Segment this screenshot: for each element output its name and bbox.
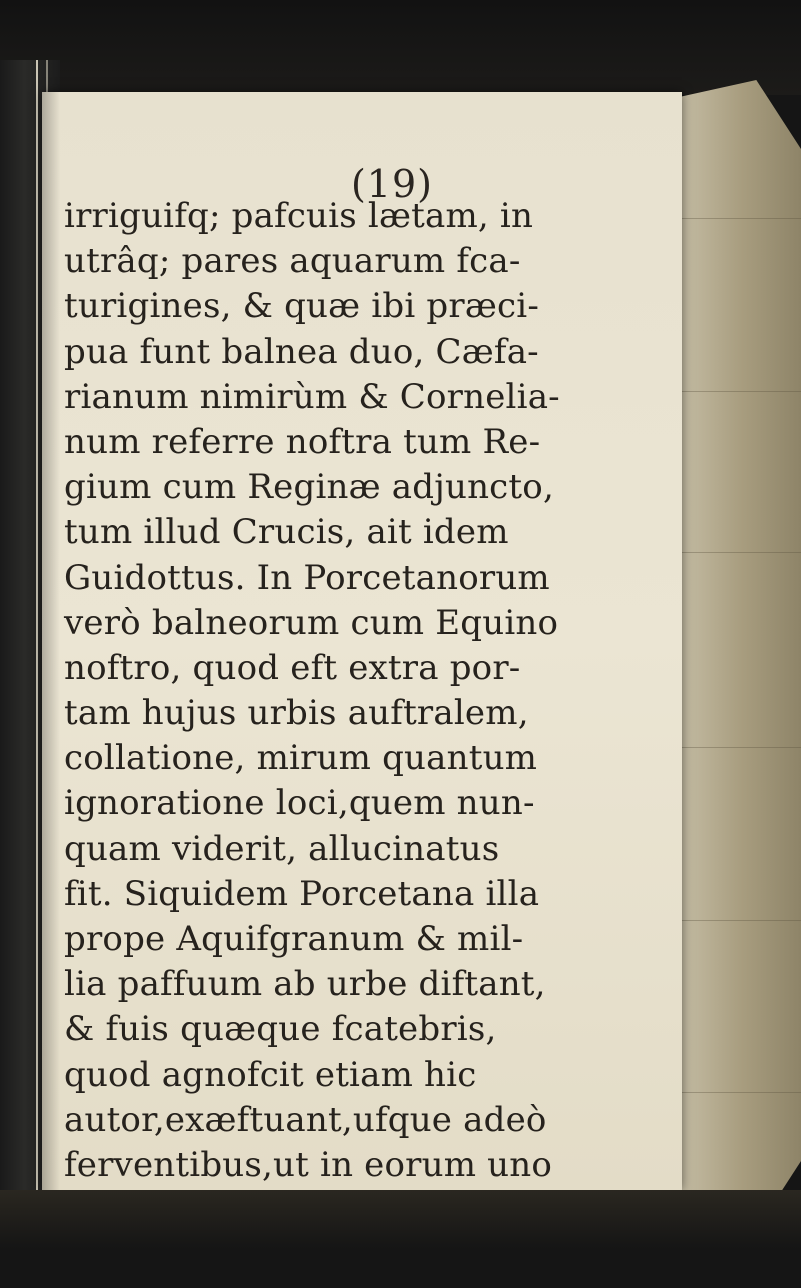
text-line: tam hujus urbis auftralem, xyxy=(64,693,529,734)
text-line: Guidottus. In Porcetanorum xyxy=(64,557,550,598)
text-line: prope Aquifgranum & mil- xyxy=(64,919,524,959)
text-line: utrâq; pares aquarum fca- xyxy=(64,241,521,282)
text-line: & fuis quæque fcatebris, xyxy=(64,1009,497,1050)
text-line: tum illud Crucis, ait idem xyxy=(64,512,509,553)
bottom-background xyxy=(0,1190,801,1288)
page-gutter-shadow xyxy=(42,92,60,1190)
book-page xyxy=(42,92,682,1190)
text-line: lia paffuum ab urbe diftant, xyxy=(64,964,546,1005)
text-line: collatione, mirum quantum xyxy=(64,738,538,779)
text-line: verò balneorum cum Equino xyxy=(64,602,559,643)
text-line: gium cum Reginæ adjuncto, xyxy=(64,467,554,508)
body-text xyxy=(64,194,664,1279)
text-line: num referre noftra tum Re- xyxy=(64,421,541,462)
text-line: autor,exæftuant,ufque adeò xyxy=(64,1099,547,1140)
page-number: (19) xyxy=(350,162,433,206)
text-line: noftro, quod eft extra por- xyxy=(64,647,521,688)
text-line: pua funt balnea duo, Cæfa- xyxy=(64,331,539,372)
text-line: ferventibus,ut in eorum uno xyxy=(64,1144,553,1185)
text-line: quam viderit, allucinatus xyxy=(64,828,500,869)
text-line: quod agnofcit etiam hic xyxy=(64,1054,477,1095)
text-line: fit. Siquidem Porcetana illa xyxy=(64,873,540,914)
top-background xyxy=(0,0,801,95)
text-line: turigines, & quæ ibi præci- xyxy=(64,286,540,327)
page-edge-line xyxy=(36,60,38,1240)
text-line: irriguifq; pafcuis lætam, in xyxy=(64,196,534,236)
text-line: ignoratione loci,quem nun- xyxy=(64,783,535,824)
text-line: rianum nimirùm & Cornelia- xyxy=(64,376,560,417)
